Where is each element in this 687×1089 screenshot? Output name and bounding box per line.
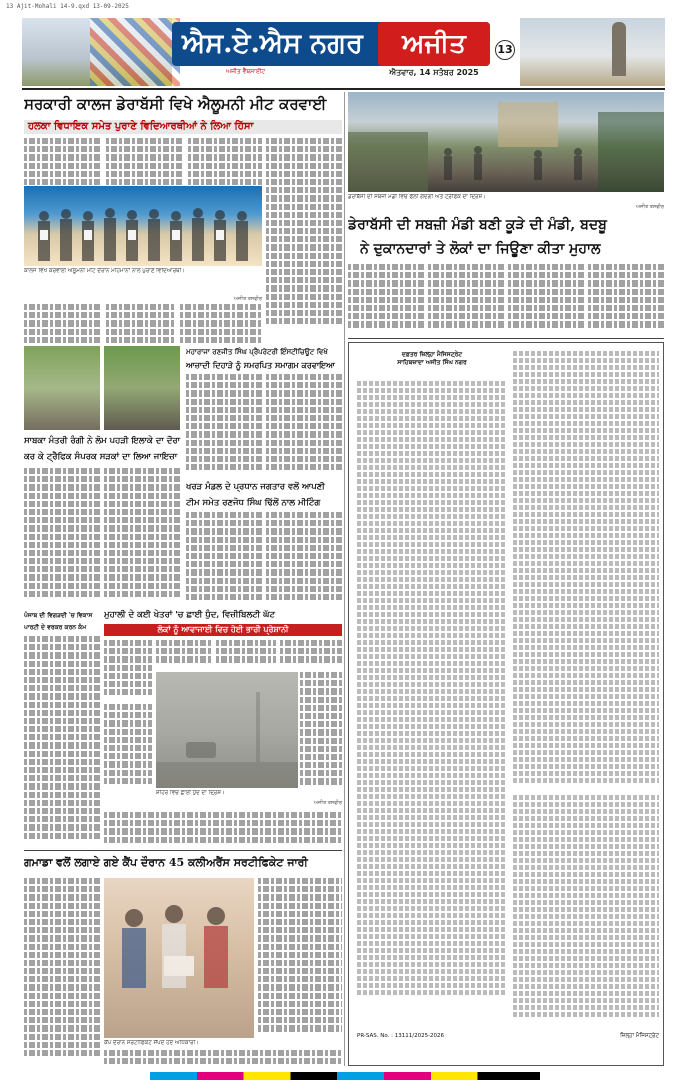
notice-row: [513, 837, 659, 842]
notice-row: [357, 612, 507, 617]
notice-row: [357, 465, 507, 470]
notice-row: [357, 507, 507, 512]
notice-row: [513, 568, 659, 573]
notice-row: [513, 795, 659, 800]
story1-people-graphic: [24, 186, 262, 266]
notice-row: [513, 470, 659, 475]
notice-row: [357, 444, 507, 449]
story1-body-col5: [24, 304, 102, 344]
notice-row: [357, 948, 507, 953]
story2-body-col1: [348, 264, 424, 334]
story2-market-graphic: [348, 92, 664, 192]
story2-body-col2: [428, 264, 504, 334]
dateline: ਐਤਵਾਰ, 14 ਸਤੰਬਰ 2025: [389, 68, 479, 77]
notice-row: [513, 505, 659, 510]
notice-row: [513, 610, 659, 615]
notice-row: [513, 816, 659, 821]
notice-row: [513, 907, 659, 912]
story7-headline: ਗਮਾਡਾ ਵਲੋਂ ਲਗਾਏ ਗਏ ਕੈਂਪ ਦੌਰਾਨ 45 ਕਲੀਅਰੈਂਸ ਸਰਟੀਫਿਕੇਟ ਜਾਰੀ: [24, 856, 308, 869]
notice-row: [513, 743, 659, 748]
notice-row: [357, 850, 507, 855]
notice-footer-ref: PR-SAS. No. : 13111/2025-2026: [357, 1033, 445, 1039]
notice-header-line2: ਸਾਹਿਬਜ਼ਾਦਾ ਅਜੀਤ ਸਿੰਘ ਨਗਰ: [397, 359, 467, 366]
masthead-pattern: [90, 18, 180, 86]
story6-fog-photo: [156, 672, 298, 788]
notice-row: [357, 773, 507, 778]
notice-row: [513, 851, 659, 856]
notice-row: [357, 927, 507, 932]
story1-kicker: ਹਲਕਾ ਵਿਧਾਇਕ ਸਮੇਤ ਪੁਰਾਣੇ ਵਿਦਿਆਰਥੀਆਂ ਨੇ ਲਿਆ ਹਿੱਸਾ: [24, 120, 342, 134]
notice-row: [357, 416, 507, 421]
notice-row: [357, 696, 507, 701]
page-number: 13: [495, 40, 515, 60]
notice-row: [513, 638, 659, 643]
notice-row: [513, 428, 659, 433]
notice-row: [357, 920, 507, 925]
masthead-rule: [22, 88, 665, 90]
notice-row: [357, 514, 507, 519]
notice-table-left: [357, 379, 507, 1009]
story2-headline-line1: ਡੇਰਾਬੱਸੀ ਦੀ ਸਬਜ਼ੀ ਮੰਡੀ ਬਣੀ ਕੂੜੇ ਦੀ ਮੰਡੀ, ਬਦਬੂ: [348, 217, 607, 233]
notice-row: [357, 528, 507, 533]
notice-row: [513, 844, 659, 849]
notice-row: [513, 998, 659, 1003]
brand-logo: ਅਜੀਤ: [378, 22, 490, 66]
story5-headline-line1: ਖਰੜ ਮੰਡਲ ਦੇ ਪ੍ਰਧਾਨ ਜਗਤਾਰ ਵਲੋਂ ਆਪਣੀ: [186, 482, 325, 492]
notice-row: [513, 722, 659, 727]
story3-photo-left: [24, 346, 100, 430]
notice-row: [357, 458, 507, 463]
notice-row: [357, 857, 507, 862]
notice-row: [513, 442, 659, 447]
notice-row: [513, 617, 659, 622]
notice-header-line1: ਦਫ਼ਤਰ ਜ਼ਿਲ੍ਹਾ ਮੈਜਿਸਟ੍ਰੇਟ: [401, 351, 463, 358]
story1-credit: ਅਜੀਤ ਤਸਵੀਰ: [233, 296, 262, 302]
notice-body-right: [513, 793, 659, 1023]
notice-row: [357, 878, 507, 883]
notice-row: [357, 549, 507, 554]
notice-row: [513, 858, 659, 863]
notice-row: [357, 598, 507, 603]
notice-row: [357, 871, 507, 876]
story6-left-body: [24, 636, 100, 846]
story6-caption: ਸ਼ਹਿਰ ਵਿਚ ਛਾਈ ਧੁੰਦ ਦਾ ਦ੍ਰਿਸ਼।: [156, 790, 225, 796]
notice-row: [513, 498, 659, 503]
notice-row: [513, 1012, 659, 1017]
notice-row: [357, 731, 507, 736]
notice-row: [513, 708, 659, 713]
notice-row: [513, 879, 659, 884]
story6-body-col1: [104, 640, 152, 700]
notice-row: [357, 402, 507, 407]
notice-row: [357, 962, 507, 967]
notice-row: [357, 626, 507, 631]
story6-headline: ਮੁਹਾਲੀ ਦੇ ਕਈ ਖੇਤਰਾਂ 'ਚ ਛਾਈ ਧੁੰਦ, ਵਿਜ਼ੀਬਿਲਟੀ ਘੱਟ: [104, 610, 275, 620]
notice-row: [513, 970, 659, 975]
story5-headline-line2: ਟੀਮ ਸਮੇਤ ਰਣਜੋਧ ਸਿੰਘ ਢਿੱਲੋਂ ਨਾਲ ਮੀਟਿੰਗ: [186, 498, 321, 508]
notice-row: [513, 407, 659, 412]
story3-body-col2: [104, 468, 180, 604]
story2-headline-line2: ਨੇ ਦੁਕਾਨਦਾਰਾਂ ਤੇ ਲੋਕਾਂ ਦਾ ਜਿਊਣਾ ਕੀਤਾ ਮੁਹਾਲ: [360, 241, 601, 257]
story1-body-col2: [106, 138, 184, 186]
story6-kicker-line1: ਪੰਜਾਬ ਦੀ ਵਿਗੜਦੀ 'ਚ ਵਿਕਾਸ: [24, 612, 93, 619]
story3-body-col1: [24, 468, 100, 604]
notice-row: [357, 591, 507, 596]
notice-row: [357, 745, 507, 750]
notice-row: [357, 423, 507, 428]
notice-row: [513, 645, 659, 650]
notice-table-right: [513, 349, 659, 789]
notice-row: [357, 717, 507, 722]
story7-bottom-body: [104, 1050, 342, 1066]
notice-row: [357, 822, 507, 827]
notice-row: [513, 659, 659, 664]
story7-rule: [24, 850, 342, 851]
notice-row: [513, 715, 659, 720]
notice-row: [357, 668, 507, 673]
notice-row: [357, 682, 507, 687]
notice-row: [357, 381, 507, 386]
story6-body-col6: [104, 704, 152, 788]
notice-row: [513, 463, 659, 468]
story3-photo-right: [104, 346, 180, 430]
notice-row: [513, 802, 659, 807]
story1-body-col6: [106, 304, 176, 344]
notice-row: [513, 526, 659, 531]
print-color-bar: [150, 1072, 540, 1080]
notice-row: [513, 589, 659, 594]
story6-credit: ਅਜੀਤ ਤਸਵੀਰ: [313, 800, 342, 806]
notice-row: [357, 486, 507, 491]
story6-body-col5: [300, 672, 342, 788]
story4-body-col2: [266, 374, 342, 478]
story4-body-col1: [186, 374, 262, 478]
notice-row: [357, 892, 507, 897]
notice-row: [513, 358, 659, 363]
notice-row: [513, 757, 659, 762]
notice-row: [357, 983, 507, 988]
notice-row: [513, 484, 659, 489]
notice-row: [513, 386, 659, 391]
notice-row: [357, 759, 507, 764]
story2-body-col3: [508, 264, 584, 334]
story1-body-col7: [180, 304, 262, 344]
notice-row: [513, 949, 659, 954]
masthead-sub: ਅਜੀਤ ਵੈੱਬਸਾਈਟ: [226, 68, 266, 75]
notice-row: [357, 563, 507, 568]
story7-people-graphic: [104, 878, 254, 1038]
notice-row: [357, 913, 507, 918]
notice-row: [513, 372, 659, 377]
notice-row: [513, 456, 659, 461]
notice-row: [513, 886, 659, 891]
notice-header: [357, 351, 507, 375]
notice-row: [357, 906, 507, 911]
notice-row: [357, 829, 507, 834]
notice-row: [357, 780, 507, 785]
story1-group-photo: [24, 186, 262, 266]
notice-row: [513, 687, 659, 692]
notice-row: [357, 899, 507, 904]
notice-row: [357, 388, 507, 393]
notice-row: [513, 893, 659, 898]
notice-row: [357, 808, 507, 813]
notice-row: [513, 778, 659, 783]
story1-headline: ਸਰਕਾਰੀ ਕਾਲਜ ਡੇਰਾਬੱਸੀ ਵਿਖੇ ਐਲੂਮਨੀ ਮੀਟ ਕਰਵਾਈ: [24, 95, 327, 113]
story1-body-col3: [188, 138, 262, 186]
notice-row: [513, 1005, 659, 1010]
story1-body-col1: [24, 138, 102, 186]
notice-row: [513, 921, 659, 926]
notice-row: [357, 976, 507, 981]
notice-row: [513, 963, 659, 968]
notice-row: [357, 535, 507, 540]
notice-row: [513, 942, 659, 947]
story6-banner: ਲੋਕਾਂ ਨੂੰ ਆਵਾਜਾਈ ਵਿਚ ਹੋਈ ਭਾਰੀ ਪ੍ਰੇਸ਼ਾਨੀ: [104, 624, 342, 636]
public-notice: [348, 342, 664, 1066]
notice-row: [513, 393, 659, 398]
notice-row: [513, 582, 659, 587]
notice-row: [513, 400, 659, 405]
story6-body-col3: [216, 640, 276, 670]
notice-row: [357, 472, 507, 477]
masthead-gurdwara-photo: [520, 18, 665, 86]
notice-row: [513, 956, 659, 961]
notice-row: [513, 736, 659, 741]
notice-row: [513, 900, 659, 905]
notice-row: [357, 787, 507, 792]
notice-row: [513, 519, 659, 524]
notice-row: [357, 836, 507, 841]
notice-row: [357, 654, 507, 659]
notice-row: [357, 521, 507, 526]
notice-row: [357, 969, 507, 974]
notice-row: [513, 575, 659, 580]
notice-row: [357, 990, 507, 995]
notice-row: [357, 801, 507, 806]
notice-row: [357, 493, 507, 498]
notice-row: [513, 764, 659, 769]
notice-row: [357, 766, 507, 771]
story4-headline: ਮਹਾਰਾਜਾ ਰਣਜੀਤ ਸਿੰਘ ਪ੍ਰੈਪਰੇਟਰੀ ਇੰਸਟੀਚਿਊਟ ਵਿਖੇ: [186, 347, 328, 356]
story6-body-col2: [156, 640, 212, 670]
notice-row: [357, 619, 507, 624]
story2-rule: [348, 338, 664, 339]
story4-sub: ਆਜ਼ਾਦੀ ਦਿਹਾੜੇ ਨੂੰ ਸਮਰਪਿਤ ਸਮਾਗਮ ਕਰਵਾਇਆ: [186, 360, 335, 370]
notice-row: [357, 689, 507, 694]
story6-kicker-line2: ਪਾਰਟੀ ਦੇ ਵਰਕਰ ਕਰਨ ਕੰਮ: [24, 624, 87, 631]
notice-row: [357, 794, 507, 799]
notice-row: [357, 584, 507, 589]
notice-row: [357, 675, 507, 680]
masthead-tower-shape: [612, 22, 626, 76]
story7-photo: [104, 878, 254, 1038]
notice-row: [513, 540, 659, 545]
notice-row: [513, 914, 659, 919]
story1-caption: ਕਾਲਜ ਵਿਖੇ ਕਰਵਾਈ ਐਲੂਮਨੀ ਮੀਟ ਦੌਰਾਨ ਮਹਿਮਾਨਾਂ ਨਾਲ ਪੁਰਾਣੇ ਵਿਦਿਆਰਥੀ।: [24, 268, 186, 274]
notice-row: [513, 991, 659, 996]
notice-row: [513, 865, 659, 870]
notice-row: [513, 533, 659, 538]
notice-row: [357, 570, 507, 575]
notice-row: [513, 351, 659, 356]
section-title: ਐਸ.ਏ.ਐਸ ਨਗਰ: [182, 28, 363, 59]
notice-row: [513, 935, 659, 940]
notice-row: [357, 955, 507, 960]
notice-row: [357, 479, 507, 484]
notice-row: [513, 624, 659, 629]
notice-row: [513, 666, 659, 671]
notice-row: [357, 640, 507, 645]
notice-row: [513, 652, 659, 657]
story3-headline-line1: ਸਾਬਕਾ ਮੰਤਰੀ ਰੰਗੀ ਨੇ ਲੋਮ ਪਹੜੀ ਇਲਾਕੇ ਦਾ ਦੌਰਾ: [24, 436, 181, 446]
notice-row: [357, 437, 507, 442]
story2-body-col4: [588, 264, 664, 334]
story6-fog-graphic: [156, 672, 298, 788]
story2-caption: ਡੇਰਾਬੱਸੀ ਦੀ ਸਬਜ਼ੀ ਮੰਡੀ ਵਿਚ ਫੈਲੀ ਗੰਦਗੀ ਅਤੇ ਟ੍ਰੈਫਿਕ ਦਾ ਦ੍ਰਿਸ਼।: [348, 194, 486, 200]
notice-row: [357, 738, 507, 743]
notice-row: [357, 710, 507, 715]
story2-market-photo: [348, 92, 664, 192]
story6-bottom-body: [104, 812, 342, 848]
notice-row: [357, 647, 507, 652]
notice-row: [513, 449, 659, 454]
notice-row: [513, 379, 659, 384]
notice-row: [357, 864, 507, 869]
notice-row: [513, 596, 659, 601]
story5-body-col1: [186, 512, 262, 604]
notice-row: [513, 977, 659, 982]
notice-row: [513, 928, 659, 933]
story7-caption: ਕੈਂਪ ਦੌਰਾਨ ਸਰਟੀਫਿਕੇਟ ਸੌਂਪਦੇ ਹੋਏ ਅਧਿਕਾਰੀ।: [104, 1040, 199, 1046]
notice-row: [357, 577, 507, 582]
notice-row: [513, 554, 659, 559]
notice-row: [357, 605, 507, 610]
notice-row: [513, 750, 659, 755]
notice-row: [513, 872, 659, 877]
notice-row: [357, 752, 507, 757]
notice-row: [513, 809, 659, 814]
notice-row: [513, 603, 659, 608]
notice-row: [513, 694, 659, 699]
notice-row: [513, 680, 659, 685]
notice-row: [513, 491, 659, 496]
column-divider: [344, 92, 345, 1066]
notice-row: [357, 430, 507, 435]
notice-row: [357, 885, 507, 890]
print-slug: 13 Ajit-Mohali 14-9.qxd 13-09-2025: [6, 3, 129, 10]
notice-row: [513, 771, 659, 776]
story2-credit: ਅਜੀਤ ਤਸਵੀਰ: [635, 204, 664, 210]
notice-row: [513, 823, 659, 828]
notice-row: [513, 673, 659, 678]
notice-row: [513, 631, 659, 636]
notice-row: [513, 984, 659, 989]
notice-row: [357, 934, 507, 939]
notice-row: [513, 561, 659, 566]
notice-row: [357, 409, 507, 414]
notice-row: [513, 547, 659, 552]
notice-row: [357, 451, 507, 456]
notice-row: [357, 661, 507, 666]
notice-footer-sign: ਜ਼ਿਲ੍ਹਾ ਮੈਜਿਸਟ੍ਰੇਟ: [620, 1033, 659, 1039]
notice-row: [357, 843, 507, 848]
notice-row: [357, 633, 507, 638]
story6-body-col4: [280, 640, 342, 670]
notice-row: [513, 414, 659, 419]
notice-row: [357, 703, 507, 708]
notice-row: [513, 729, 659, 734]
notice-row: [357, 941, 507, 946]
notice-row: [513, 830, 659, 835]
notice-row: [513, 365, 659, 370]
story5-body-col2: [266, 512, 342, 604]
story3-headline-line2: ਕਰ ਕੇ ਟ੍ਰੈਫਿਕ ਸੰਪਰਕ ਸੜਕਾਂ ਦਾ ਲਿਆ ਜਾਇਜ਼ਾ: [24, 452, 178, 462]
notice-row: [357, 815, 507, 820]
notice-row: [513, 421, 659, 426]
notice-row: [357, 556, 507, 561]
notice-row: [513, 512, 659, 517]
story7-body-col2: [258, 878, 342, 1038]
story7-body-col1: [24, 878, 100, 1064]
notice-row: [357, 542, 507, 547]
story1-body-col4: [266, 138, 342, 328]
notice-row: [357, 395, 507, 400]
notice-row: [513, 477, 659, 482]
notice-row: [357, 724, 507, 729]
notice-row: [513, 701, 659, 706]
notice-row: [357, 500, 507, 505]
notice-row: [513, 435, 659, 440]
